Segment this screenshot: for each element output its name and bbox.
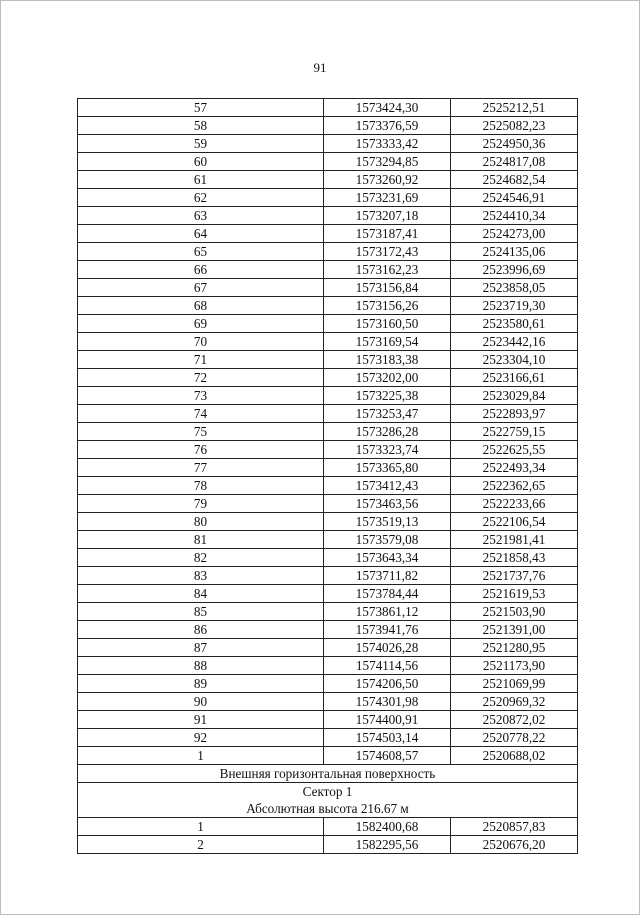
x-coordinate-cell: 1573160,50 — [324, 315, 451, 333]
point-number-cell: 1 — [78, 747, 324, 765]
point-number-cell: 79 — [78, 495, 324, 513]
table-row — [78, 243, 578, 261]
point-number-cell: 74 — [78, 405, 324, 423]
x-coordinate-cell: 1573424,30 — [324, 99, 451, 117]
table-row — [78, 621, 578, 639]
table-row — [78, 747, 578, 765]
x-coordinate-cell: 1573711,82 — [324, 567, 451, 585]
point-number-cell: 89 — [78, 675, 324, 693]
x-coordinate-cell: 1573202,00 — [324, 369, 451, 387]
table-row — [78, 459, 578, 477]
table-row — [78, 693, 578, 711]
section-title: Внешняя горизонтальная поверхность — [78, 765, 578, 783]
point-number-cell: 92 — [78, 729, 324, 747]
y-coordinate-cell: 2522493,34 — [451, 459, 578, 477]
point-number-cell: 90 — [78, 693, 324, 711]
sector-label: Сектор 1 — [302, 784, 353, 799]
table-row — [78, 405, 578, 423]
table-row — [78, 369, 578, 387]
y-coordinate-cell: 2520969,32 — [451, 693, 578, 711]
point-number-cell: 83 — [78, 567, 324, 585]
table-row — [78, 207, 578, 225]
y-coordinate-cell: 2521173,90 — [451, 657, 578, 675]
table-row — [78, 153, 578, 171]
x-coordinate-cell: 1573294,85 — [324, 153, 451, 171]
x-coordinate-cell: 1573579,08 — [324, 531, 451, 549]
point-number-cell: 77 — [78, 459, 324, 477]
x-coordinate-cell: 1582400,68 — [324, 818, 451, 836]
point-number-cell: 59 — [78, 135, 324, 153]
x-coordinate-cell: 1573187,41 — [324, 225, 451, 243]
table-row — [78, 639, 578, 657]
y-coordinate-cell: 2523304,10 — [451, 351, 578, 369]
x-coordinate-cell: 1573286,28 — [324, 423, 451, 441]
x-coordinate-cell: 1574301,98 — [324, 693, 451, 711]
table-row — [78, 423, 578, 441]
point-number-cell: 60 — [78, 153, 324, 171]
y-coordinate-cell: 2521737,76 — [451, 567, 578, 585]
point-number-cell: 88 — [78, 657, 324, 675]
table-row — [78, 387, 578, 405]
y-coordinate-cell: 2521858,43 — [451, 549, 578, 567]
x-coordinate-cell: 1574114,56 — [324, 657, 451, 675]
point-number-cell: 78 — [78, 477, 324, 495]
point-number-cell: 87 — [78, 639, 324, 657]
y-coordinate-cell: 2524817,08 — [451, 153, 578, 171]
x-coordinate-cell: 1573861,12 — [324, 603, 451, 621]
x-coordinate-cell: 1573172,43 — [324, 243, 451, 261]
table-row — [78, 441, 578, 459]
table-row — [78, 315, 578, 333]
y-coordinate-cell: 2520778,22 — [451, 729, 578, 747]
x-coordinate-cell: 1573225,38 — [324, 387, 451, 405]
sector-cell — [78, 783, 578, 818]
x-coordinate-cell: 1574400,91 — [324, 711, 451, 729]
table-row — [78, 225, 578, 243]
table-row — [78, 495, 578, 513]
x-coordinate-cell: 1573463,56 — [324, 495, 451, 513]
altitude-label: Абсолютная высота 216.67 м — [246, 801, 409, 816]
point-number-cell: 76 — [78, 441, 324, 459]
point-number-cell: 72 — [78, 369, 324, 387]
x-coordinate-cell: 1573519,13 — [324, 513, 451, 531]
point-number-cell: 69 — [78, 315, 324, 333]
y-coordinate-cell: 2520676,20 — [451, 836, 578, 854]
x-coordinate-cell: 1574206,50 — [324, 675, 451, 693]
table-row — [78, 603, 578, 621]
y-coordinate-cell: 2521619,53 — [451, 585, 578, 603]
y-coordinate-cell: 2523858,05 — [451, 279, 578, 297]
y-coordinate-cell: 2522759,15 — [451, 423, 578, 441]
page-number: 91 — [313, 60, 327, 75]
point-number-cell: 58 — [78, 117, 324, 135]
y-coordinate-cell: 2521391,00 — [451, 621, 578, 639]
x-coordinate-cell: 1573231,69 — [324, 189, 451, 207]
table-row — [78, 567, 578, 585]
table-row — [78, 818, 578, 836]
table-row — [78, 189, 578, 207]
section-header — [78, 765, 578, 818]
table-row — [78, 351, 578, 369]
x-coordinate-cell: 1573412,43 — [324, 477, 451, 495]
point-number-cell: 84 — [78, 585, 324, 603]
point-number-cell: 80 — [78, 513, 324, 531]
table-row — [78, 99, 578, 117]
table-row — [78, 297, 578, 315]
x-coordinate-cell: 1573333,42 — [324, 135, 451, 153]
point-number-cell: 71 — [78, 351, 324, 369]
point-number-cell: 68 — [78, 297, 324, 315]
y-coordinate-cell: 2522362,65 — [451, 477, 578, 495]
y-coordinate-cell: 2522233,66 — [451, 495, 578, 513]
y-coordinate-cell: 2522625,55 — [451, 441, 578, 459]
x-coordinate-cell: 1573784,44 — [324, 585, 451, 603]
x-coordinate-cell: 1573169,54 — [324, 333, 451, 351]
table-row — [78, 729, 578, 747]
table-row — [78, 261, 578, 279]
x-coordinate-cell: 1573260,92 — [324, 171, 451, 189]
y-coordinate-cell: 2524273,00 — [451, 225, 578, 243]
table-row — [78, 279, 578, 297]
point-number-cell: 61 — [78, 171, 324, 189]
point-number-cell: 75 — [78, 423, 324, 441]
table-row — [78, 117, 578, 135]
y-coordinate-cell: 2525212,51 — [451, 99, 578, 117]
point-number-cell: 2 — [78, 836, 324, 854]
coordinates-table — [77, 98, 578, 854]
y-coordinate-cell: 2523442,16 — [451, 333, 578, 351]
coordinates-body-bottom — [78, 818, 578, 854]
section-title-row — [78, 765, 578, 783]
x-coordinate-cell: 1574026,28 — [324, 639, 451, 657]
x-coordinate-cell: 1574503,14 — [324, 729, 451, 747]
point-number-cell: 86 — [78, 621, 324, 639]
point-number-cell: 66 — [78, 261, 324, 279]
table-row — [78, 549, 578, 567]
y-coordinate-cell: 2524950,36 — [451, 135, 578, 153]
x-coordinate-cell: 1573376,59 — [324, 117, 451, 135]
point-number-cell: 62 — [78, 189, 324, 207]
x-coordinate-cell: 1573162,23 — [324, 261, 451, 279]
table-row — [78, 477, 578, 495]
y-coordinate-cell: 2524410,34 — [451, 207, 578, 225]
point-number-cell: 81 — [78, 531, 324, 549]
x-coordinate-cell: 1573156,26 — [324, 297, 451, 315]
table-row — [78, 135, 578, 153]
point-number-cell: 1 — [78, 818, 324, 836]
y-coordinate-cell: 2523029,84 — [451, 387, 578, 405]
x-coordinate-cell: 1573253,47 — [324, 405, 451, 423]
y-coordinate-cell: 2524135,06 — [451, 243, 578, 261]
table-row — [78, 711, 578, 729]
point-number-cell: 73 — [78, 387, 324, 405]
y-coordinate-cell: 2523996,69 — [451, 261, 578, 279]
table-row — [78, 585, 578, 603]
x-coordinate-cell: 1573941,76 — [324, 621, 451, 639]
x-coordinate-cell: 1574608,57 — [324, 747, 451, 765]
y-coordinate-cell: 2521280,95 — [451, 639, 578, 657]
point-number-cell: 65 — [78, 243, 324, 261]
table-row — [78, 171, 578, 189]
point-number-cell: 85 — [78, 603, 324, 621]
table-row — [78, 675, 578, 693]
y-coordinate-cell: 2520857,83 — [451, 818, 578, 836]
y-coordinate-cell: 2523580,61 — [451, 315, 578, 333]
point-number-cell: 57 — [78, 99, 324, 117]
y-coordinate-cell: 2523719,30 — [451, 297, 578, 315]
point-number-cell: 67 — [78, 279, 324, 297]
x-coordinate-cell: 1573323,74 — [324, 441, 451, 459]
point-number-cell: 64 — [78, 225, 324, 243]
x-coordinate-cell: 1573183,38 — [324, 351, 451, 369]
point-number-cell: 70 — [78, 333, 324, 351]
table-row — [78, 513, 578, 531]
y-coordinate-cell: 2521069,99 — [451, 675, 578, 693]
table-row — [78, 531, 578, 549]
y-coordinate-cell: 2522893,97 — [451, 405, 578, 423]
table-row — [78, 333, 578, 351]
table-row — [78, 836, 578, 854]
point-number-cell: 91 — [78, 711, 324, 729]
coordinates-body-top — [78, 99, 578, 765]
x-coordinate-cell: 1573156,84 — [324, 279, 451, 297]
y-coordinate-cell: 2524682,54 — [451, 171, 578, 189]
x-coordinate-cell: 1582295,56 — [324, 836, 451, 854]
point-number-cell: 63 — [78, 207, 324, 225]
y-coordinate-cell: 2523166,61 — [451, 369, 578, 387]
y-coordinate-cell: 2525082,23 — [451, 117, 578, 135]
table-row — [78, 657, 578, 675]
point-number-cell: 82 — [78, 549, 324, 567]
x-coordinate-cell: 1573365,80 — [324, 459, 451, 477]
y-coordinate-cell: 2520872,02 — [451, 711, 578, 729]
y-coordinate-cell: 2524546,91 — [451, 189, 578, 207]
y-coordinate-cell: 2520688,02 — [451, 747, 578, 765]
y-coordinate-cell: 2521981,41 — [451, 531, 578, 549]
y-coordinate-cell: 2522106,54 — [451, 513, 578, 531]
y-coordinate-cell: 2521503,90 — [451, 603, 578, 621]
sector-row — [78, 783, 578, 818]
x-coordinate-cell: 1573207,18 — [324, 207, 451, 225]
x-coordinate-cell: 1573643,34 — [324, 549, 451, 567]
